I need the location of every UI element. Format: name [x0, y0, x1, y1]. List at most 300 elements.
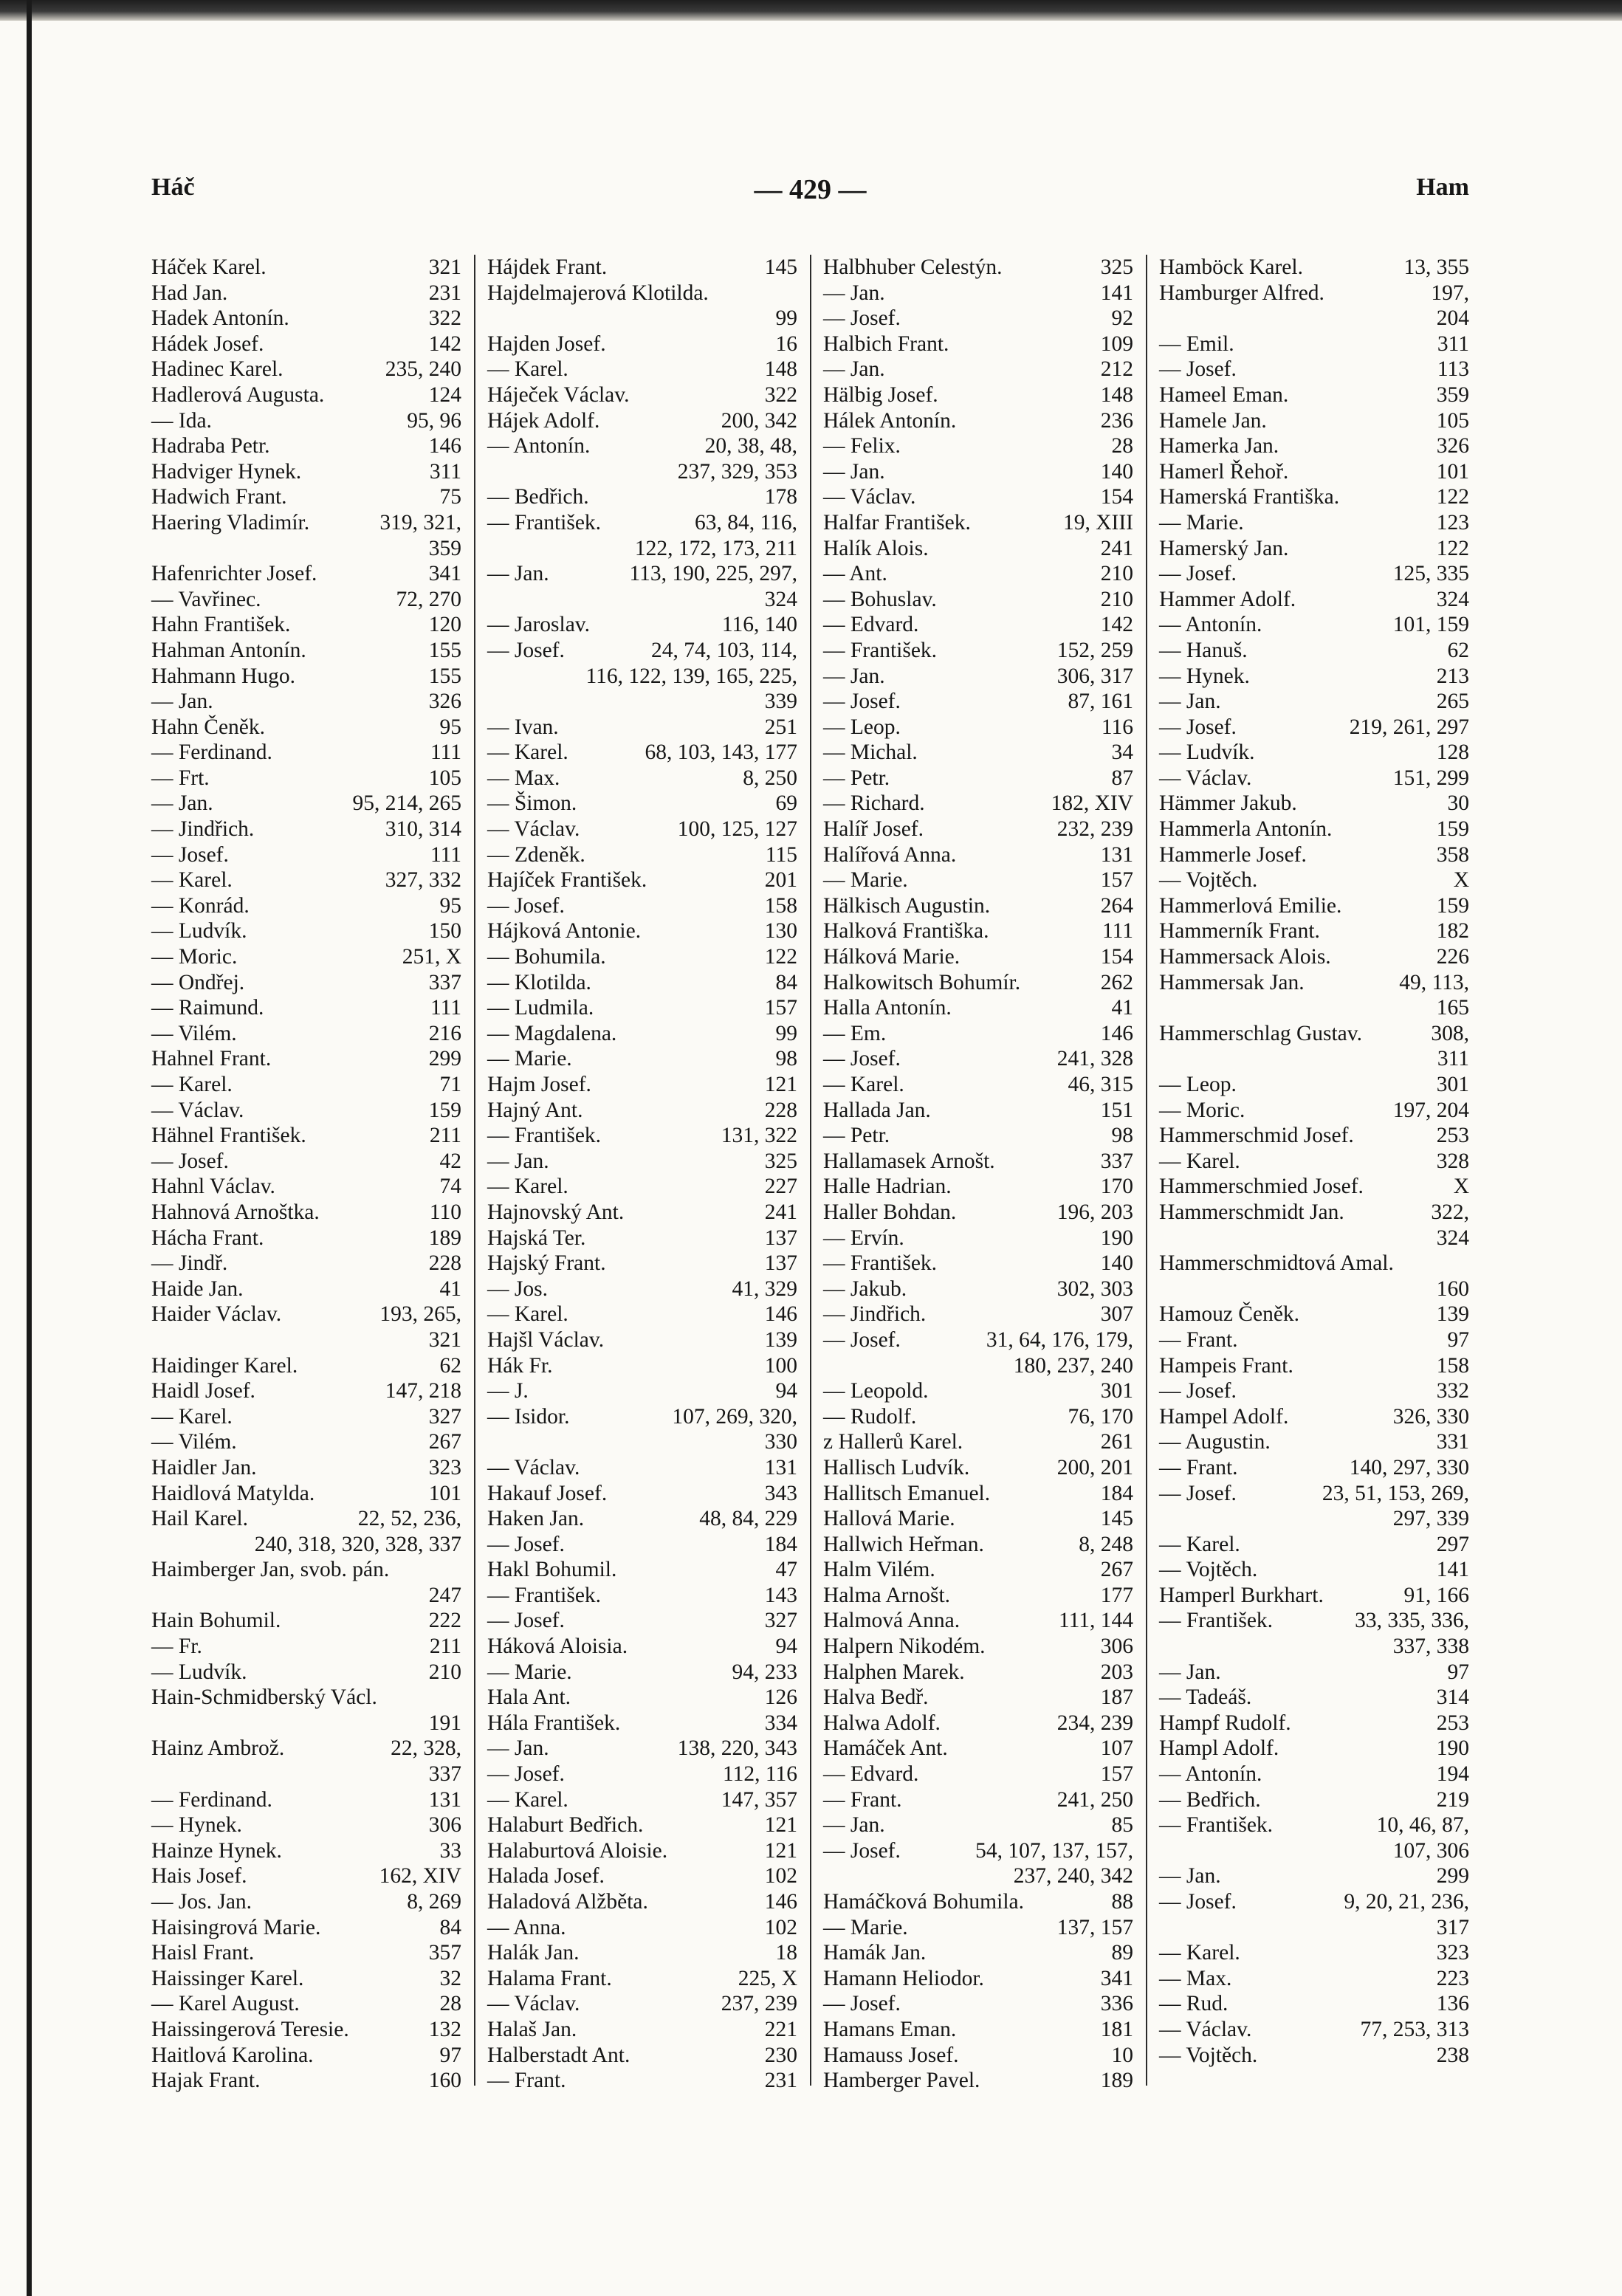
entry-pages: 334 [764, 1711, 797, 1735]
index-entry [823, 842, 1133, 868]
index-entry [1159, 433, 1469, 459]
index-entry [823, 817, 1133, 842]
entry-name: Hajský Frant. [487, 1251, 606, 1276]
entry-pages: 32 [439, 1966, 461, 1990]
entry-pages: 49, 113, [1399, 970, 1469, 994]
index-entry [487, 791, 797, 817]
index-entry [151, 306, 461, 331]
entry-name: — Ludvík. [1159, 740, 1255, 765]
index-entry [487, 740, 797, 766]
entry-pages: 30 [1447, 791, 1469, 816]
entry-name: Haladová Alžběta. [487, 1890, 648, 1914]
entry-pages: 74 [439, 1175, 461, 1199]
entry-name: — Fr. [151, 1635, 202, 1659]
entry-name: Halada Josef. [487, 1864, 605, 1888]
entry-pages: 76, 170 [1068, 1404, 1133, 1429]
index-entry [1159, 791, 1469, 817]
entry-pages [377, 1685, 461, 1711]
entry-pages: 16 [775, 331, 797, 356]
index-entry [151, 1200, 461, 1226]
entry-name: — Bedřich. [487, 485, 589, 509]
entry-name: — Rudolf. [823, 1404, 917, 1429]
index-entry [823, 1098, 1133, 1124]
entry-pages: 68, 103, 143, 177 [645, 740, 797, 765]
entry-pages: 230 [764, 2043, 797, 2067]
entry-pages: 22, 328, [391, 1736, 461, 1761]
index-entry [1159, 281, 1469, 306]
entry-name: Hammerlová Emilie. [1159, 893, 1342, 918]
entry-pages: 197, 204 [1392, 1098, 1469, 1122]
entry-name: Hampl Adolf. [1159, 1736, 1279, 1761]
index-entry [487, 331, 797, 357]
entry-continuation: 160 [1436, 1276, 1469, 1301]
entry-name: Hammerschmidtová Amal. [1159, 1251, 1394, 1276]
entry-pages: 357 [428, 1941, 461, 1965]
entry-name: — Václav. [1159, 2017, 1252, 2041]
index-entry [487, 1711, 797, 1736]
entry-name: — Vilém. [151, 1430, 237, 1454]
entry-pages: 94 [775, 1379, 797, 1403]
entry-pages: 111, 144 [1058, 1609, 1133, 1633]
entry-name: — Václav. [487, 1992, 580, 2016]
entry-pages: 150 [428, 919, 461, 944]
entry-pages: 20, 38, 48, [704, 434, 797, 458]
index-entry [151, 1966, 461, 1992]
entry-name: — Jan. [487, 1149, 549, 1173]
index-entry [487, 357, 797, 382]
entry-name: Halík Alois. [823, 536, 929, 560]
index-entry [151, 638, 461, 664]
entry-pages: 227 [764, 1175, 797, 1199]
entry-pages: 301 [1100, 1379, 1133, 1403]
entry-name: — Josef. [1159, 1481, 1237, 1505]
index-entry [823, 2043, 1133, 2069]
entry-pages: 158 [1436, 1353, 1469, 1378]
entry-name: — Hynek. [1159, 664, 1250, 688]
index-entry [151, 1123, 461, 1149]
entry-pages: 131 [764, 1455, 797, 1479]
entry-pages: 137 [764, 1226, 797, 1250]
index-entry [487, 1302, 797, 1327]
entry-name: Haitlová Karolina. [151, 2043, 314, 2067]
entry-name: — Šimon. [487, 791, 577, 816]
entry-name: — Em. [823, 1021, 887, 1045]
entry-pages [1394, 1251, 1469, 1276]
entry-pages: 235, 240 [385, 357, 461, 382]
entry-pages: 88 [1111, 1890, 1133, 1914]
entry-name: — Karel. [151, 1073, 233, 1096]
entry-name: — Vavřinec. [151, 587, 261, 611]
column-rule [810, 255, 811, 2086]
entry-pages: 128 [1436, 740, 1469, 765]
entry-name: — Rud. [1159, 1992, 1228, 2016]
entry-name: — František. [487, 510, 602, 535]
entry-name: Hallisch Ludvík. [823, 1455, 970, 1479]
scan-binding-edge [27, 0, 32, 2296]
entry-pages: 102 [764, 1915, 797, 1939]
entry-pages: 251 [764, 715, 797, 739]
index-entry [1159, 1761, 1469, 1787]
entry-pages: 299 [1436, 1864, 1469, 1888]
index-entry [1159, 842, 1469, 868]
entry-pages: 323 [428, 1455, 461, 1479]
entry-pages: 125, 335 [1392, 562, 1469, 586]
entry-pages: 112, 116 [722, 1762, 797, 1787]
entry-pages: 87, 161 [1068, 690, 1133, 714]
entry-pages: 41 [439, 1276, 461, 1301]
entry-pages: 261 [1100, 1430, 1133, 1454]
index-entry [151, 2017, 461, 2043]
entry-pages: 46, 315 [1068, 1073, 1133, 1096]
entry-pages: 69 [775, 791, 797, 816]
entry-name: — Josef. [487, 638, 565, 662]
index-entry [487, 2043, 797, 2069]
index-entry [823, 536, 1133, 562]
entry-name: — Josef. [1159, 357, 1237, 382]
entry-pages: 105 [1436, 408, 1469, 433]
entry-pages: 306 [428, 1813, 461, 1838]
entry-pages: 327 [428, 1404, 461, 1429]
entry-name: Hälbig Josef. [823, 382, 938, 407]
index-entry [151, 664, 461, 690]
entry-pages: 89 [1111, 1941, 1133, 1965]
entry-name: Háček Karel. [151, 255, 267, 279]
index-entry [823, 995, 1133, 1021]
entry-pages: 236 [1100, 408, 1133, 433]
index-entry [487, 1021, 797, 1047]
page-number: — 429 — [754, 174, 867, 205]
entry-name: Hamperl Burkhart. [1159, 1583, 1324, 1607]
entry-pages: 265 [1436, 690, 1469, 714]
entry-pages: 8, 269 [407, 1890, 461, 1914]
running-head-left: Háč [151, 173, 195, 201]
entry-name: Haidl Josef. [151, 1379, 255, 1403]
index-entry [487, 1915, 797, 1941]
entry-name: Hamerský Jan. [1159, 536, 1289, 560]
index-entry [823, 1787, 1133, 1813]
entry-name: Hajný Ant. [487, 1098, 583, 1122]
entry-pages: 159 [1436, 817, 1469, 842]
entry-pages: 341 [1100, 1966, 1133, 1990]
entry-name: — Josef. [487, 1532, 565, 1556]
index-entry [823, 766, 1133, 791]
entry-name: Haken Jan. [487, 1507, 585, 1531]
entry-pages: 141 [1436, 1558, 1469, 1582]
entry-name: — Václav. [1159, 766, 1252, 790]
index-entry [1159, 1557, 1469, 1583]
entry-name: Halmová Anna. [823, 1609, 961, 1633]
index-entry [823, 433, 1133, 459]
entry-pages: 87 [1111, 766, 1133, 790]
entry-pages: 232, 239 [1056, 817, 1133, 842]
entry-pages: 253 [1436, 1711, 1469, 1735]
index-entry [823, 1174, 1133, 1200]
entry-pages [389, 1557, 461, 1583]
entry-name: — Karel. [487, 1175, 568, 1199]
entry-pages: 84 [775, 970, 797, 994]
index-entry [1159, 1302, 1469, 1327]
index-entry [487, 1481, 797, 1507]
entry-name: — Karel. [151, 868, 233, 893]
entry-name: Hamerská Františka. [1159, 485, 1340, 509]
entry-name: — Václav. [487, 1455, 580, 1479]
index-entry [151, 1940, 461, 1966]
entry-pages: 327, 332 [385, 868, 461, 893]
index-entry [487, 1200, 797, 1226]
entry-name: — Jan. [823, 664, 885, 688]
entry-pages: 18 [775, 1941, 797, 1965]
entry-name: — Konrád. [151, 893, 250, 918]
entry-name: — Josef. [823, 1838, 901, 1863]
entry-pages: 231 [428, 281, 461, 305]
entry-continuation: 324 [1436, 1226, 1469, 1250]
index-entry [487, 1327, 797, 1353]
entry-pages: 109 [1100, 331, 1133, 356]
entry-pages: 9, 20, 21, 236, [1344, 1890, 1469, 1914]
entry-pages: 210 [1100, 562, 1133, 586]
entry-pages: 306, 317 [1056, 664, 1133, 688]
entry-name: — Jan. [487, 562, 549, 586]
entry-pages: 223 [1436, 1966, 1469, 1990]
entry-pages: 115 [765, 842, 797, 867]
index-entry [487, 1583, 797, 1609]
entry-name: Halkowitsch Bohumír. [823, 970, 1021, 994]
entry-name: Hämmer Jakub. [1159, 791, 1297, 816]
entry-pages: 212 [1100, 357, 1133, 382]
index-entry [487, 995, 797, 1021]
entry-pages: 146 [428, 434, 461, 458]
entry-name: — František. [487, 1583, 602, 1607]
entry-pages: 142 [1100, 613, 1133, 637]
entry-name: Haissingerová Teresie. [151, 2017, 349, 2041]
entry-name: Hamáčková Bohumila. [823, 1890, 1024, 1914]
entry-name: Haidinger Karel. [151, 1353, 298, 1378]
entry-pages: 13, 355 [1403, 255, 1469, 279]
entry-name: — Antonín. [1159, 613, 1262, 637]
entry-pages: 28 [439, 1992, 461, 2016]
entry-name: — Max. [1159, 1966, 1232, 1990]
entry-name: Hammerschmidt Jan. [1159, 1200, 1344, 1224]
index-entry [1159, 638, 1469, 664]
column-rule [474, 255, 475, 2086]
entry-pages: 302, 303 [1056, 1276, 1133, 1301]
entry-pages: 95 [439, 715, 461, 739]
index-entry [487, 1991, 797, 2017]
entry-pages: 131 [428, 1787, 461, 1812]
entry-pages: 94 [775, 1635, 797, 1659]
entry-name: Háječek Václav. [487, 382, 630, 407]
entry-name: — Raimund. [151, 996, 264, 1020]
entry-name: Haider Václav. [151, 1302, 282, 1327]
entry-name: — Ludmila. [487, 996, 594, 1020]
entry-pages: 122 [764, 945, 797, 969]
index-entry [151, 281, 461, 306]
entry-pages: 262 [1100, 970, 1133, 994]
entry-name: Háková Aloisia. [487, 1635, 628, 1659]
entry-pages: 95, 96 [407, 408, 461, 433]
column-rule [1146, 255, 1147, 2086]
entry-continuation: 359 [428, 536, 461, 560]
entry-name: — Josef. [1159, 715, 1237, 739]
index-entry [1159, 1863, 1469, 1889]
index-entry [823, 612, 1133, 638]
entry-name: — Frt. [151, 766, 210, 790]
index-entry [823, 281, 1133, 306]
index-entry [151, 689, 461, 715]
entry-pages: 121 [764, 1838, 797, 1863]
entry-name: — Jan. [823, 281, 885, 305]
entry-name: Halla Antonín. [823, 996, 952, 1020]
entry-name: Hallwich Heřman. [823, 1532, 984, 1556]
index-entry [487, 408, 797, 434]
entry-name: — Bohumila. [487, 945, 606, 969]
entry-pages: 160 [428, 2069, 461, 2093]
entry-pages: 33 [439, 1838, 461, 1863]
index-entry [823, 357, 1133, 382]
index-entry [823, 1251, 1133, 1276]
entry-pages: 231 [764, 2069, 797, 2093]
entry-name: — Jan. [823, 357, 885, 382]
entry-pages: 241 [764, 1200, 797, 1224]
entry-name: Hák Fr. [487, 1353, 553, 1378]
index-entry [1159, 1532, 1469, 1558]
entry-name: — J. [487, 1379, 529, 1403]
index-entry [151, 382, 461, 408]
index-entry [1159, 1429, 1469, 1455]
entry-pages: 196, 203 [1056, 1200, 1133, 1224]
entry-name: Hampeis Frant. [1159, 1353, 1293, 1378]
index-entry [1159, 740, 1469, 766]
entry-name: — Ervín. [823, 1226, 904, 1250]
entry-name: — Marie. [487, 1047, 572, 1071]
index-entry [151, 2043, 461, 2069]
entry-pages: 63, 84, 116, [694, 510, 797, 535]
entry-name: — Moric. [151, 945, 238, 969]
entry-name: Hamann Heliodor. [823, 1966, 984, 1990]
entry-name: Hail Karel. [151, 1507, 249, 1531]
index-entry [823, 408, 1133, 434]
entry-pages: 222 [428, 1609, 461, 1633]
index-entry [151, 1915, 461, 1941]
entry-name: — Jakub. [823, 1276, 907, 1301]
index-entry [823, 1991, 1133, 2017]
index-entry [151, 1021, 461, 1047]
entry-name: Had Jan. [151, 281, 228, 305]
index-entry [487, 1404, 797, 1430]
entry-pages: 54, 107, 137, 157, [975, 1838, 1133, 1863]
entry-name: — Hynek. [151, 1813, 242, 1838]
entry-pages: 158 [764, 893, 797, 918]
index-entry [823, 893, 1133, 919]
index-entry [151, 587, 461, 613]
entry-name: Hadraba Petr. [151, 434, 270, 458]
entry-pages: 301 [1436, 1073, 1469, 1096]
index-entry [1159, 1966, 1469, 1992]
entry-pages: 10, 46, 87, [1376, 1813, 1469, 1838]
entry-pages: 219, 261, 297 [1349, 715, 1469, 739]
entry-pages: 113 [1437, 357, 1469, 382]
index-entry [487, 1506, 797, 1532]
index-entry [487, 944, 797, 970]
entry-name: — Josef. [1159, 562, 1237, 586]
index-entry [1159, 1481, 1469, 1507]
entry-name: Hakl Bohumil. [487, 1558, 617, 1582]
index-entry [487, 918, 797, 944]
entry-name: Hammerle Josef. [1159, 842, 1307, 867]
index-entry [487, 433, 797, 459]
index-entry [1159, 1940, 1469, 1966]
index-entry [487, 867, 797, 893]
index-entry [487, 255, 797, 281]
index-entry [487, 1251, 797, 1276]
entry-name: — Václav. [487, 817, 580, 842]
entry-pages: 203 [1100, 1660, 1133, 1684]
entry-name: Hamáček Ant. [823, 1736, 948, 1761]
entry-pages: 24, 74, 103, 114, [650, 638, 797, 662]
index-entry [151, 1812, 461, 1838]
entry-name: — Leopold. [823, 1379, 929, 1403]
entry-continuation: 107, 306 [1392, 1838, 1469, 1863]
entry-pages: 137, 157 [1056, 1915, 1133, 1939]
entry-continuation: 180, 237, 240 [1013, 1353, 1133, 1378]
entry-name: Hahnel Frant. [151, 1047, 272, 1071]
entry-name: Halbhuber Celestýn. [823, 255, 1003, 279]
entry-pages: 91, 166 [1403, 1583, 1469, 1607]
entry-name: — Karel. [487, 740, 568, 765]
index-entry [487, 561, 797, 587]
index-entry [487, 1838, 797, 1864]
entry-pages: 154 [1100, 945, 1133, 969]
entry-pages: 42 [439, 1149, 461, 1173]
index-entry [1159, 1200, 1469, 1226]
entry-name: Hálek Antonín. [823, 408, 957, 433]
index-entry [1159, 357, 1469, 382]
entry-name: Hallamasek Arnošt. [823, 1149, 995, 1173]
entry-name: — Josef. [823, 1992, 901, 2016]
index-entry [823, 510, 1133, 536]
entry-name: Hais Josef. [151, 1864, 247, 1888]
entry-continuation: 337 [428, 1762, 461, 1787]
entry-pages: 216 [428, 1021, 461, 1045]
index-column-4 [1159, 255, 1469, 2068]
entry-name: — Marie. [487, 1660, 572, 1684]
entry-pages: 162, XIV [379, 1864, 461, 1888]
index-entry [151, 612, 461, 638]
entry-name: — Bedřich. [1159, 1787, 1261, 1812]
entry-pages: 147, 357 [721, 1787, 797, 1812]
index-entry [1159, 1021, 1469, 1047]
entry-name: — Vilém. [151, 1021, 237, 1045]
entry-name: — František. [823, 638, 938, 662]
index-entry [151, 561, 461, 587]
entry-pages: 111 [430, 740, 461, 765]
entry-pages: 140 [1100, 459, 1133, 484]
index-entry [151, 1302, 461, 1327]
entry-pages: 122 [1436, 536, 1469, 560]
index-entry [823, 1838, 1133, 1864]
index-entry [1159, 1327, 1469, 1353]
index-entry [823, 1378, 1133, 1404]
index-entry [1159, 1736, 1469, 1761]
entry-name: Hammerschmid Josef. [1159, 1124, 1354, 1148]
entry-name: Halák Jan. [487, 1941, 580, 1965]
entry-name: Hadinec Karel. [151, 357, 283, 382]
index-entry [151, 817, 461, 842]
entry-pages: 211 [429, 1124, 461, 1148]
entry-pages: 322 [764, 382, 797, 407]
entry-pages: 193, 265, [379, 1302, 461, 1327]
entry-name: — Karel. [487, 357, 568, 382]
